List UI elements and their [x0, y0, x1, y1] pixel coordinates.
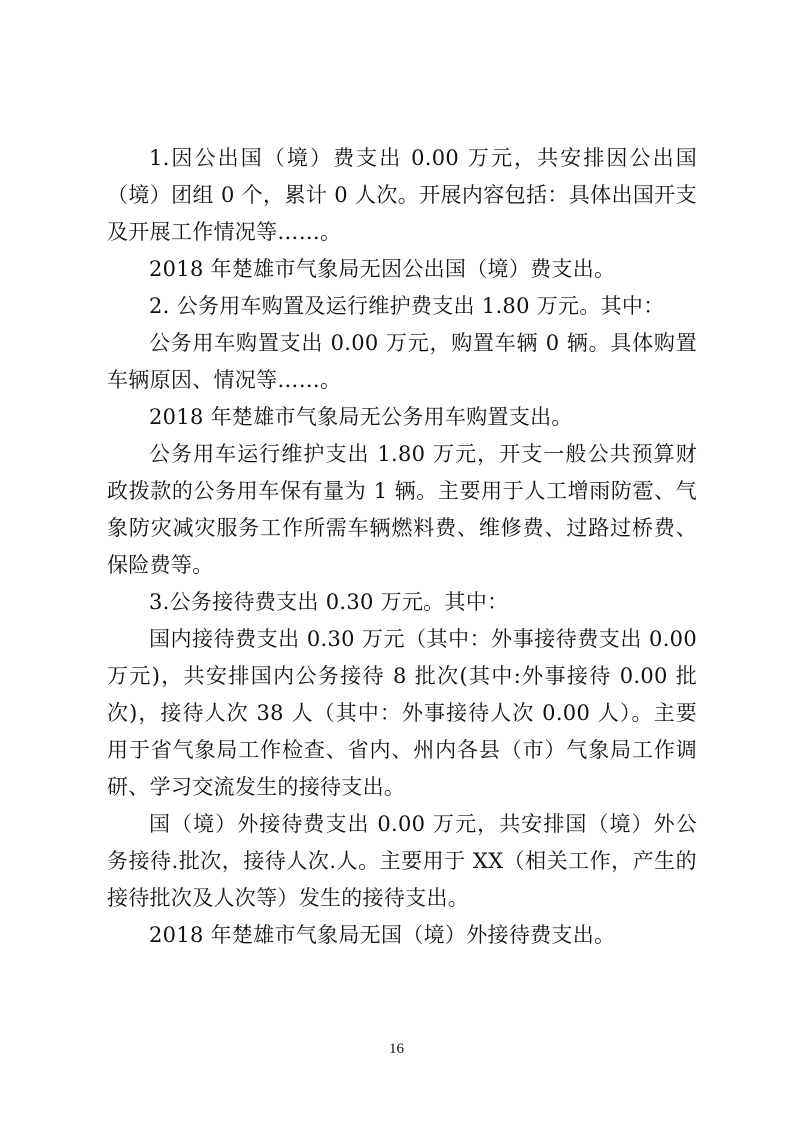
- paragraph-no-vehicle-purchase: 2018 年楚雄市气象局无公务用车购置支出。: [149, 405, 573, 429]
- paragraph-foreign-reception: 国（境）外接待费支出 0.00 万元，共安排国（境）外公务接待.批次，接待人次.人。主要用于 XX（相关工作，产生的接待批次及人次等）发生的接待支出。: [107, 812, 697, 910]
- paragraph-no-foreign-reception: 2018 年楚雄市气象局无国（境）外接待费支出。: [149, 923, 616, 947]
- paragraph-reception-expense: 3.公务接待费支出 0.30 万元。其中：: [149, 590, 509, 614]
- body-text: [107, 140, 697, 954]
- paragraph-no-overseas-expense: 2018 年楚雄市气象局无因公出国（境）费支出。: [149, 257, 616, 281]
- paragraph-vehicle-expense: 2. 公务用车购置及运行维护费支出 1.80 万元。其中：: [149, 294, 665, 318]
- paragraph-overseas-expense: 1.因公出国（境）费支出 0.00 万元，共安排因公出国（境）团组 0 个，累计 0 人次。开展内容包括：具体出国开支及开展工作情况等……。: [107, 146, 697, 244]
- paragraph-domestic-reception: 国内接待费支出 0.30 万元（其中：外事接待费支出 0.00 万元)，共安排国内公务接待 8 批次(其中:外事接待 0.00 批次)，接待人次 38 人（其中：外事接待人次 0.00 人）。主要用于省气象局工作检查、省内、州内各县（市）气象局工作调研、学习交流发生的接待支出。: [107, 627, 697, 799]
- paragraph-vehicle-purchase: 公务用车购置支出 0.00 万元，购置车辆 0 辆。具体购置车辆原因、情况等……。: [107, 331, 697, 392]
- paragraph-vehicle-maintenance: 公务用车运行维护支出 1.80 万元，开支一般公共预算财政拨款的公务用车保有量为 1 辆。主要用于人工增雨防雹、气象防灾减灾服务工作所需车辆燃料费、维修费、过路过桥费、保险费等。: [107, 442, 697, 577]
- page-number: 16: [389, 1041, 404, 1057]
